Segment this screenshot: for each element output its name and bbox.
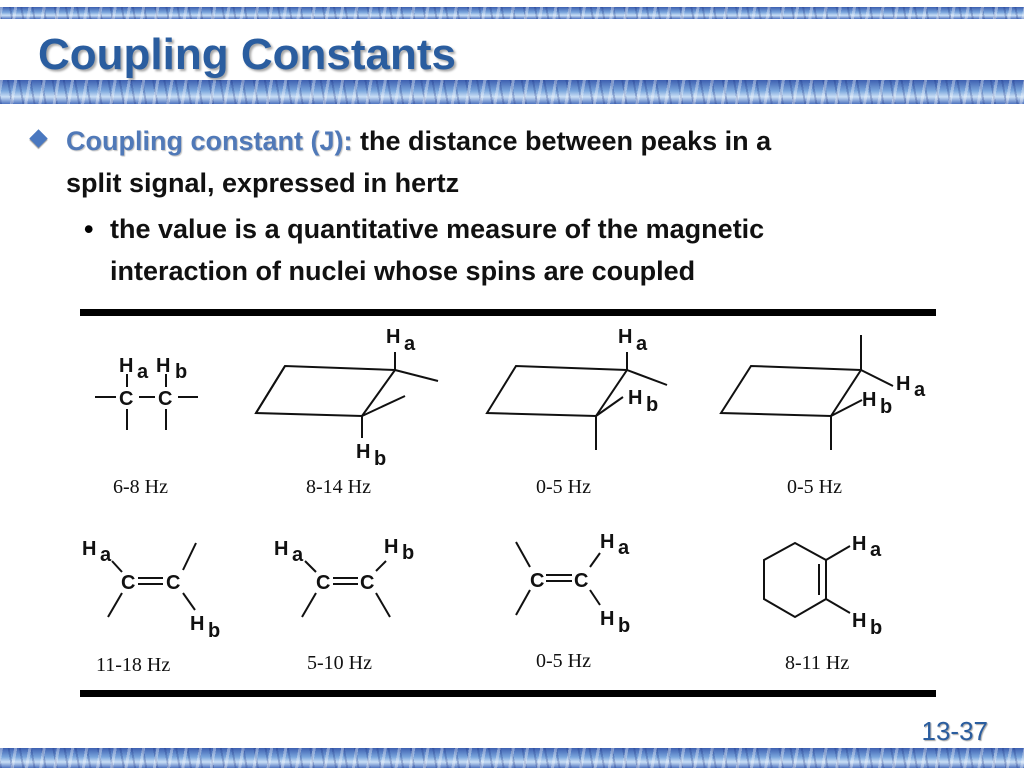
chair-axial-axial xyxy=(256,352,438,438)
atom-subscript-label: b xyxy=(175,361,188,383)
atom-h-label: H xyxy=(190,613,205,635)
cyclohexene xyxy=(764,543,850,617)
atom-c-label: C xyxy=(360,572,375,594)
sub-bullet-line1: the value is a quantitative measure of the magnetic xyxy=(110,214,765,244)
atom-h-label: H xyxy=(862,389,877,411)
coupling-value: 11-18 Hz xyxy=(96,654,171,676)
atom-h-label: H xyxy=(600,608,615,630)
coupling-value: 0-5 Hz xyxy=(536,476,591,498)
bullet-term: Coupling constant (J): xyxy=(66,126,353,156)
atom-h-label: H xyxy=(82,538,97,560)
atom-c-label: C xyxy=(530,570,545,592)
atom-h-label: H xyxy=(386,326,401,348)
bottom-decor-band xyxy=(0,748,1024,768)
atom-c-label: C xyxy=(119,388,134,410)
atom-h-label: H xyxy=(852,610,867,632)
atom-h-label: H xyxy=(156,355,171,377)
atom-subscript-label: a xyxy=(100,544,112,566)
atom-h-label: H xyxy=(618,326,633,348)
page-number: 13-37 xyxy=(921,716,988,746)
atom-subscript-label: b xyxy=(880,396,893,418)
atom-subscript-label: b xyxy=(870,617,883,639)
atom-subscript-label: b xyxy=(618,615,631,637)
atom-subscript-label: a xyxy=(870,539,882,561)
atom-h-label: H xyxy=(896,373,911,395)
atom-subscript-label: a xyxy=(292,544,304,566)
coupling-value: 6-8 Hz xyxy=(113,476,168,498)
atom-h-label: H xyxy=(119,355,134,377)
atom-subscript-label: a xyxy=(404,333,416,355)
atom-c-label: C xyxy=(166,572,181,594)
atom-subscript-label: a xyxy=(618,537,630,559)
bullet-definition-line1: the distance between peaks in a xyxy=(352,126,772,156)
slide-title: Coupling Constants xyxy=(38,30,456,79)
coupling-value: 0-5 Hz xyxy=(536,650,591,672)
coupling-value: 8-11 Hz xyxy=(785,652,850,674)
sub-bullet-line2: interaction of nuclei whose spins are coupled xyxy=(110,256,696,286)
sub-bullet-marker: • xyxy=(84,214,94,244)
atom-c-label: C xyxy=(121,572,136,594)
coupling-value: 8-14 Hz xyxy=(306,476,371,498)
atom-subscript-label: a xyxy=(914,379,926,401)
atom-h-label: H xyxy=(852,533,867,555)
atom-subscript-label: b xyxy=(208,620,221,642)
coupling-value: 5-10 Hz xyxy=(307,652,372,674)
atom-h-label: H xyxy=(628,387,643,409)
atom-subscript-label: b xyxy=(402,542,415,564)
atom-subscript-label: b xyxy=(646,394,659,416)
bullet-definition-line2: split signal, expressed in hertz xyxy=(66,168,460,198)
atom-c-label: C xyxy=(574,570,589,592)
atom-h-label: H xyxy=(274,538,289,560)
atom-subscript-label: a xyxy=(636,333,648,355)
atom-subscript-label: b xyxy=(374,448,387,470)
atom-subscript-label: a xyxy=(137,361,149,383)
atom-h-label: H xyxy=(600,531,615,553)
atom-c-label: C xyxy=(316,572,331,594)
atom-h-label: H xyxy=(384,536,399,558)
atom-h-label: H xyxy=(356,441,371,463)
atom-c-label: C xyxy=(158,388,173,410)
coupling-value: 0-5 Hz xyxy=(787,476,842,498)
